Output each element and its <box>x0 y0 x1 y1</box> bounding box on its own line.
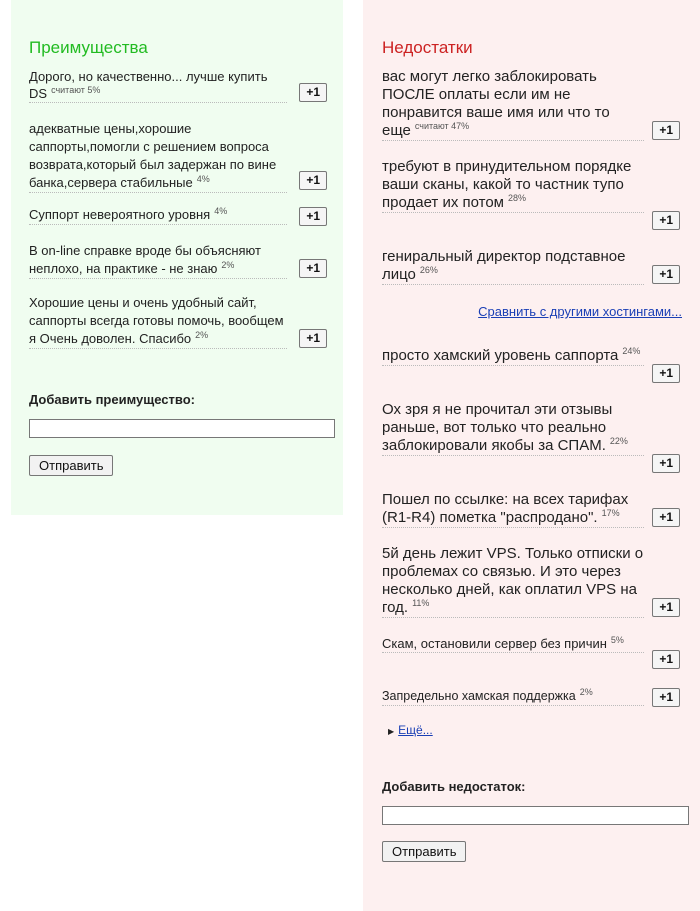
pros-item <box>29 242 327 278</box>
cons-item-text: требуют в принудительном порядке ваши сканы, какой то частник тупо продает их потом <box>382 158 632 211</box>
cons-vote-button[interactable]: +1 <box>652 364 680 383</box>
cons-item-percent: считают 47% <box>414 121 470 131</box>
pros-panel <box>11 0 343 515</box>
cons-submit-button[interactable]: Отправить <box>382 841 466 862</box>
cons-item <box>382 68 680 140</box>
pros-submit-button[interactable]: Отправить <box>29 455 113 476</box>
cons-item-percent: 17% <box>601 508 620 518</box>
pros-item <box>29 294 327 348</box>
cons-item-percent: 26% <box>419 265 438 275</box>
cons-title: Недостатки <box>382 38 473 57</box>
cons-item-text: просто хамский уровень саппорта <box>382 347 619 364</box>
pros-item-text: Хорошие цены и очень удобный сайт, саппорты всегда готовы помочь, вообщем я Очень доволен. Спасибо <box>29 295 284 346</box>
cons-item-percent: 28% <box>508 193 527 203</box>
pros-item-text: Дорого, но качественно... лучше купить DS <box>29 69 268 101</box>
pros-vote-button[interactable]: +1 <box>299 329 327 348</box>
pros-item-percent: считают 5% <box>51 84 101 95</box>
pros-item-text: В on-line справке вроде бы объясняют неплохо, на практике - не знаю <box>29 243 261 276</box>
cons-item-percent: 2% <box>579 686 593 697</box>
cons-panel <box>363 0 700 911</box>
cons-item-text: Ох зря я не прочитал эти отзывы раньше, вот только что реально заблокировали якобы за СПАМ. <box>382 401 613 454</box>
cons-item-text: Пошел по ссылке: на всех тарифах (R1-R4) пометка "распродано". <box>382 491 629 526</box>
more-link[interactable]: Ещё... <box>398 723 433 737</box>
cons-vote-button[interactable]: +1 <box>652 598 680 617</box>
cons-item-percent: 24% <box>622 346 641 356</box>
pros-item <box>29 120 327 190</box>
cons-add-input[interactable] <box>382 806 689 825</box>
cons-vote-button[interactable]: +1 <box>652 508 680 527</box>
cons-vote-button[interactable]: +1 <box>652 121 680 140</box>
pros-item-percent: 4% <box>214 205 228 216</box>
pros-vote-button[interactable]: +1 <box>299 83 327 102</box>
cons-item <box>382 491 680 527</box>
cons-vote-button[interactable]: +1 <box>652 650 680 669</box>
cons-item <box>382 401 680 473</box>
pros-vote-button[interactable]: +1 <box>299 171 327 190</box>
pros-title: Преимущества <box>29 38 148 57</box>
pros-item-text: адекватные цены,хорошие саппорты,помогли с решением вопроса возврата,который был задержан по вине банка,сервера стабильные <box>29 121 277 190</box>
cons-item <box>382 635 680 669</box>
pros-item <box>29 206 327 226</box>
cons-item <box>382 248 680 284</box>
pros-add-label: Добавить преимущество: <box>29 392 195 407</box>
cons-item <box>382 347 680 383</box>
pros-vote-button[interactable]: +1 <box>299 259 327 278</box>
pros-item-percent: 2% <box>195 329 209 340</box>
more-toggle[interactable] <box>388 723 700 737</box>
cons-item-text: 5й день лежит VPS. Только отписки о проблемах со связью. И это через несколько дней, как оплатил VPS на год. <box>382 545 644 616</box>
cons-add-label: Добавить недостаток: <box>382 779 526 794</box>
cons-item-percent: 11% <box>412 598 430 608</box>
pros-add-input[interactable] <box>29 419 335 438</box>
pros-item-percent: 4% <box>196 173 210 184</box>
cons-item <box>382 687 680 707</box>
cons-vote-button[interactable]: +1 <box>652 688 680 707</box>
cons-vote-button[interactable]: +1 <box>652 265 680 284</box>
triangle-right-icon: ▶ <box>388 727 395 736</box>
pros-item-percent: 2% <box>221 259 235 270</box>
pros-vote-button[interactable]: +1 <box>299 207 327 226</box>
cons-vote-button[interactable]: +1 <box>652 454 680 473</box>
cons-item <box>382 545 680 617</box>
cons-vote-button[interactable]: +1 <box>652 211 680 230</box>
cons-item-percent: 5% <box>610 634 624 645</box>
pros-item-text: Суппорт невероятного уровня <box>29 207 211 222</box>
cons-item <box>382 158 680 230</box>
cons-item-text: вас могут легко заблокировать ПОСЛЕ оплаты если им не понравится ваше имя или что то еще <box>382 68 610 139</box>
cons-item-percent: 22% <box>609 436 628 446</box>
cons-item-text: гениральный директор подставное лицо <box>382 248 626 283</box>
pros-item <box>29 68 327 102</box>
compare-hostings-link[interactable]: Сравнить с другими хостингами... <box>478 304 682 319</box>
cons-item-text: Запредельно хамская поддержка <box>382 689 576 703</box>
cons-item-text: Скам, остановили сервер без причин <box>382 636 607 651</box>
